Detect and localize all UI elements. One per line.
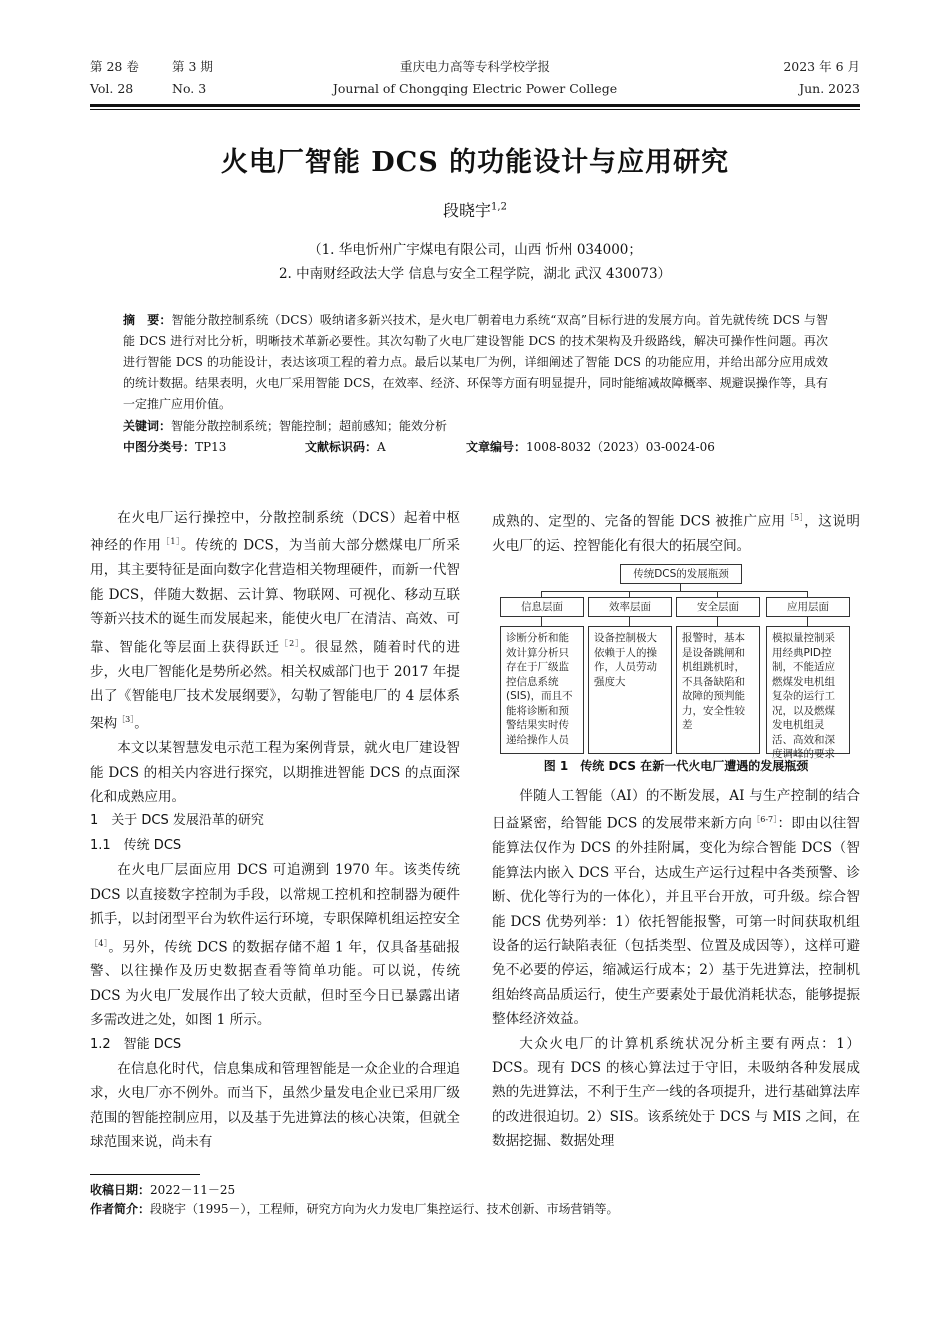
article-value: 1008-8032（2023）03-0024-06 — [526, 440, 715, 454]
right-column-bottom — [492, 784, 860, 1154]
affiliation-1: （1. 华电忻州广宇煤电有限公司，山西 忻州 034000； — [308, 242, 642, 258]
text-span: 在火电厂层面应用 DCS 可追溯到 1970 年。该类传统 DCS 以直接数字控制为手段，以常规工控机和控制器为硬件抓手，以封闭型平台为软件运行环境，专职保障机组运控安全 — [90, 862, 460, 928]
keywords-text: 智能分散控制系统；智能控制；超前感知；能效分析 — [171, 419, 448, 433]
text-span: 伴随人工智能（AI）的不断发展，AI 与生产控制的结合日益紧密，给智能 DCS 的发展带来新方向 — [492, 788, 860, 832]
detail-safety: 报警时，基本是设备跳闸和机组跳机时，不具备缺陷和故障的预判能力，安全性较差 — [676, 626, 760, 754]
right-paragraph-2: 大众火电厂的计算机系统状况分析主要有两点：1）DCS。现有 DCS 的核心算法过于守旧，未吸纳各种发展成熟的先进算法，不利于生产一线的各项提升，进行基础算法库的改进很迫切。2）SIS。该系统处于 DCS 与 MIS 之间，在数据挖掘、数据处理 — [492, 1035, 860, 1150]
author — [0, 198, 950, 221]
journal-cn: 重庆电力高等专科学校学报 — [399, 59, 550, 74]
text-span: 。另外，传统 DCS 的数据存储不超 1 年，仅具备基础报警、以往操作及历史数据查看等简单功能。可以说，传统 DCS 为火电厂发展作出了较大贡献，但时至今日已暴露出诸多需改进之处，如图 1 所示。 — [90, 939, 461, 1029]
figure-1-caption: 图 1 传统 DCS 在新一代火电厂遭遇的发展瓶颈 — [543, 759, 809, 773]
abstract-label: 摘 要： — [123, 313, 172, 327]
bio-label: 作者简介： — [90, 1202, 151, 1216]
clc-value: TP13 — [195, 440, 227, 454]
clc-label: 中图分类号： — [123, 440, 196, 454]
citation: ［2］ — [280, 638, 301, 648]
bio-value: 段晓宇（1995－），工程师，研究方向为火力发电厂集控运行、技术创新、市场营销等。 — [150, 1202, 619, 1216]
affiliation-2: 2. 中南财经政法大学 信息与安全工程学院，湖北 武汉 430073） — [278, 266, 672, 282]
text-span: 。传统的 DCS，为当前大部分燃煤电厂所采用，其主要特征是面向数字化营造相关物理硬件，而新一代智能 DCS，伴随大数据、云计算、物联网、可视化、移动互联等新兴技术的诞生而发展起来，能使火电厂在清洁、高效、可靠、智能化等层面上获得跃迁 — [90, 537, 461, 656]
date-cn: 2023 年 6 月 — [783, 59, 860, 74]
doc-value: A — [377, 440, 386, 454]
clc-number — [123, 437, 226, 458]
author-sup: 1,2 — [491, 201, 507, 213]
author-bio — [90, 1199, 860, 1220]
volume-cn: 第 28 卷 — [90, 59, 139, 74]
section-1-1-heading: 1.1 传统 DCS — [90, 837, 182, 853]
abstract — [123, 310, 828, 415]
citation: ［3］ — [117, 715, 135, 725]
paper-title: 火电厂智能 DCS 的功能设计与应用研究 — [220, 147, 730, 178]
layer-info: 信息层面 — [500, 597, 584, 617]
layer-safety: 安全层面 — [676, 597, 760, 617]
footnote-rule — [90, 1174, 200, 1175]
text-span: ：即由以往智能算法仅作为 DCS 的外挂附属，变化为综合智能 DCS（智能算法内嵌入 DCS 平台，达成生产运行过程中各类预警、诊断、优化等行为的一体化），并且平台开放，可升级。综合智能 DCS 优势列举：1）依托智能报警，可第一时间获取机组设备的运行缺陷表征（包括类型、位置及成因等），这样可避免不必要的停运，缩减运行成本；2）基于先进算法，控制机组始终高品质运行，使生产要素处于最优消耗状态，能够提振整体经济效益。 — [492, 815, 860, 1028]
left-paragraph-3 — [90, 858, 460, 1032]
figure-root-box: 传统DCS的发展瓶颈 — [620, 564, 742, 584]
detail-application: 模拟量控制采用经典PID控制，不能适应燃煤发电机组复杂的运行工况，以及燃煤发电机组灵活、高效和深度调峰的要求 — [766, 626, 850, 754]
detail-info: 诊断分析和能效计算分析只存在于厂级监控信息系统(SIS)，而且不能将诊断和预警结果实时传递给操作人员 — [500, 626, 584, 754]
date-en: Jun. 2023 — [799, 81, 860, 96]
author-name: 段晓宇 — [443, 201, 492, 220]
article-number — [466, 437, 715, 458]
citation: ［1］ — [161, 537, 181, 547]
citation: ［5］ — [785, 513, 805, 522]
issue-cn: 第 3 期 — [172, 59, 213, 74]
citation: ［6-7］ — [752, 815, 778, 825]
issue-en: No. 3 — [172, 81, 207, 96]
doc-label: 文献标识码： — [305, 440, 378, 454]
doc-code — [305, 437, 386, 458]
text-span: ，这说明火电厂的运、控智能化有很大的拓展空间。 — [492, 513, 860, 554]
figure-connector — [717, 616, 718, 626]
figure-connector — [541, 616, 542, 626]
detail-efficiency: 设备控制极大依赖于人的操作，人员劳动强度大 — [588, 626, 672, 754]
received-value: 2022－11－25 — [150, 1183, 236, 1197]
left-paragraph-4: 在信息化时代，信息集成和管理智能是一众企业的合理追求，火电厂亦不例外。而当下，虽然少量发电企业已采用厂级范围的智能控制应用，以及基于先进算法的核心决策，但就全球范围来说，尚未有 — [90, 1061, 460, 1151]
figure-connector — [807, 616, 808, 626]
text-span: 成熟的、定型的、完备的智能 DCS 被推广应用 — [492, 513, 786, 530]
text-span: 在火电厂运行操控中，分散控制系统（DCS）起着中枢神经的作用 — [90, 510, 460, 554]
right-column-top — [492, 506, 860, 558]
text-span: 。 — [134, 715, 148, 732]
header-rule-thin — [90, 109, 860, 110]
keywords-label: 关键词： — [123, 419, 172, 433]
abstract-text: 智能分散控制系统（DCS）吸纳诸多新兴技术，是火电厂朝着电力系统“双高”目标行进的发展方向。首先就传统 DCS 与智能 DCS 进行对比分析，明晰技术革新必要性。其次勾勒了火电厂建设智能 DCS 的技术架构及升级路线，解决可操作性问题。再次进行智能 DCS 的功能设计，表达该项工程的着力点。最后以某电厂为例，详细阐述了智能 DCS 的功能应用，并给出部分应用成效的统计数据。结果表明，火电厂采用智能 DCS，在效率、经济、环保等方面有明显提升，同时能缩减故障概率、规避误操作等，具有一定推广应用价值。 — [123, 313, 828, 411]
right-paragraph-1 — [492, 784, 860, 1032]
received-date — [90, 1180, 235, 1201]
keywords — [123, 416, 828, 437]
received-label: 收稿日期： — [90, 1183, 151, 1197]
left-paragraph-1 — [90, 506, 460, 736]
figure-connector — [629, 616, 630, 626]
figure-connector — [541, 591, 807, 592]
left-paragraph-2: 本文以某智慧发电示范工程为案例背景，就火电厂建设智能 DCS 的相关内容进行探究，以期推进智能 DCS 的点面深化和成熟应用。 — [90, 740, 460, 806]
volume-en: Vol. 28 — [90, 81, 134, 96]
layer-application: 应用层面 — [766, 597, 850, 617]
section-1-2-heading: 1.2 智能 DCS — [90, 1036, 182, 1052]
right-paragraph-0 — [492, 506, 860, 558]
citation: ［4］ — [90, 938, 109, 948]
journal-en: Journal of Chongqing Electric Power College — [332, 81, 618, 96]
text-span: 。很显然，随着时代的进步，火电厂智能化是势所必然。相关权威部门也于 2017 年提出了《智能电厂技术发展纲要》，勾勒了智能电厂的 4 层体系架构 — [90, 639, 461, 732]
layer-efficiency: 效率层面 — [588, 597, 672, 617]
article-label: 文章编号： — [466, 440, 527, 454]
header-rule-thick — [90, 104, 860, 107]
left-column — [90, 506, 460, 1155]
figure-connector — [680, 583, 681, 591]
section-1-heading: 1 关于 DCS 发展沿革的研究 — [90, 813, 264, 829]
